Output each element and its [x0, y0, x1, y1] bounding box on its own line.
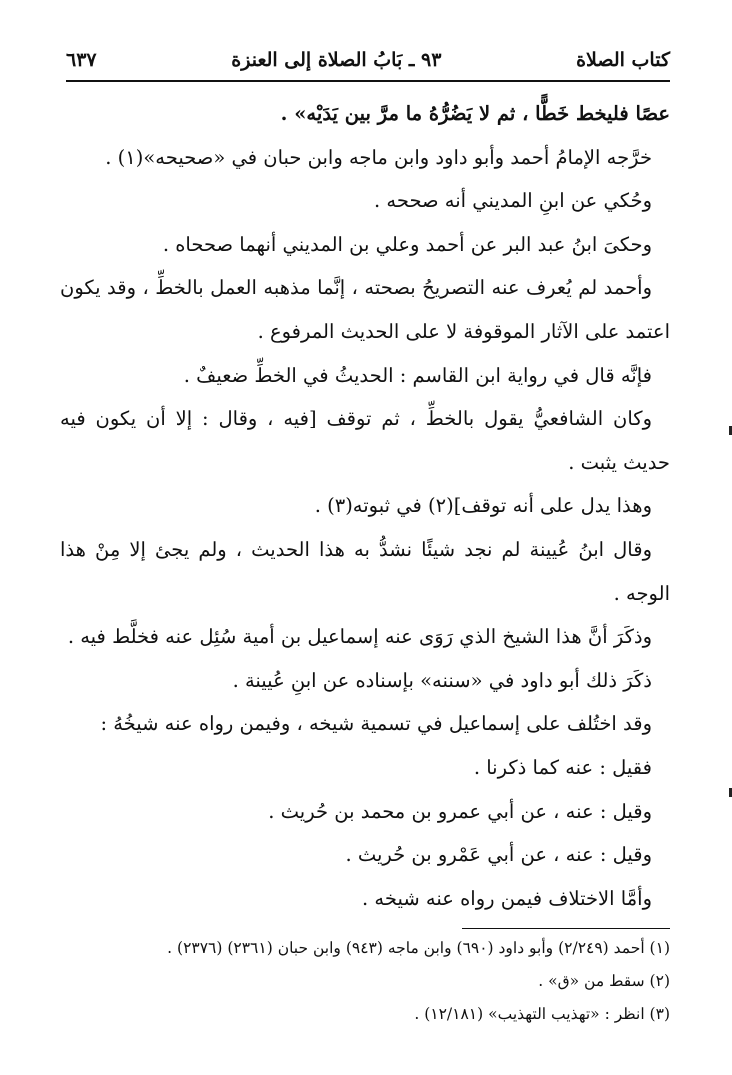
paragraph: وقيل : عنه ، عن أبي عَمْرو بن حُريث .	[345, 843, 652, 867]
paragraph: وقد اختُلف على إسماعيل في تسمية شيخه ، وفيمن رواه عنه شيخُهُ :	[100, 712, 652, 736]
paragraph: وذكَرَ أنَّ هذا الشيخ الذي رَوَى عنه إسماعيل بن أمية سُئِل عنه فخلَّط فيه .	[67, 625, 652, 649]
paragraph: وهذا يدل على أنه توقف](٢) في ثبوته(٣) .	[314, 494, 652, 518]
footnote: (٣) انظر : «تهذيب التهذيب» (١٢/١٨١) .	[414, 1005, 670, 1023]
paragraph: وحكىَ ابنُ عبد البر عن أحمد وعلي بن المديني أنهما صححاه .	[162, 232, 652, 256]
footnote: (١) أحمد (٢/٢٤٩) وأبو داود (٦٩٠) وابن ماجه (٩٤٣) وابن حبان (٢٣٦١) (٢٣٧٦) .	[167, 939, 670, 957]
paragraph: فقيل : عنه كما ذكرنا .	[473, 755, 652, 779]
paragraph: وأحمد لم يُعرف عنه التصريحُ بصحته ، إنَّما مذهبه العمل بالخطِّ ، وقد يكون اعتمد على الآثار الموقوفة لا على الحديث المرفوع .	[60, 276, 670, 343]
paragraph: وقيل : عنه ، عن أبي عمرو بن محمد بن حُريث .	[268, 799, 652, 823]
body-text	[60, 92, 670, 920]
paragraph: ذكَرَ ذلك أبو داود في «سننه» بإسناده عن ابنِ عُيينة .	[232, 668, 652, 692]
footnote: (٢) سقط من «ق» .	[538, 972, 670, 990]
paragraph: عصًا فليخط خَطًّا ، ثم لا يَضُرُّهُ ما مرَّ بين يَدَيْه» .	[280, 102, 670, 125]
header-rule	[66, 80, 670, 82]
paragraph: وحُكي عن ابنِ المديني أنه صححه .	[374, 189, 652, 213]
chapter-title: ٩٣ ـ بَابُ الصلاة إلى العنزة	[231, 49, 442, 71]
running-header	[66, 42, 670, 78]
footnotes	[80, 932, 670, 1031]
paragraph: فإنَّه قال في رواية ابن القاسم : الحديثُ في الخطِّ ضعيفٌ .	[183, 363, 652, 387]
book-title: كتاب الصلاة	[576, 49, 670, 71]
paragraph: وقال ابنُ عُيينة لم نجد شيئًا نشدُّ به هذا الحديث ، ولم يجئ إلا مِنْ هذا الوجه .	[60, 537, 670, 605]
paragraph: وكان الشافعيُّ يقول بالخطِّ ، ثم توقف [فيه ، وقال : إلا أن يكون فيه حديث يثبت .	[60, 407, 670, 474]
paragraph: وأمَّا الاختلاف فيمن رواه عنه شيخه .	[362, 886, 652, 910]
footnote-separator	[462, 928, 670, 929]
page-number: ٦٣٧	[66, 49, 97, 71]
paragraph: خرَّجه الإمامُ أحمد وأبو داود وابن ماجه وابن حبان في «صحيحه»(١) .	[105, 145, 652, 169]
